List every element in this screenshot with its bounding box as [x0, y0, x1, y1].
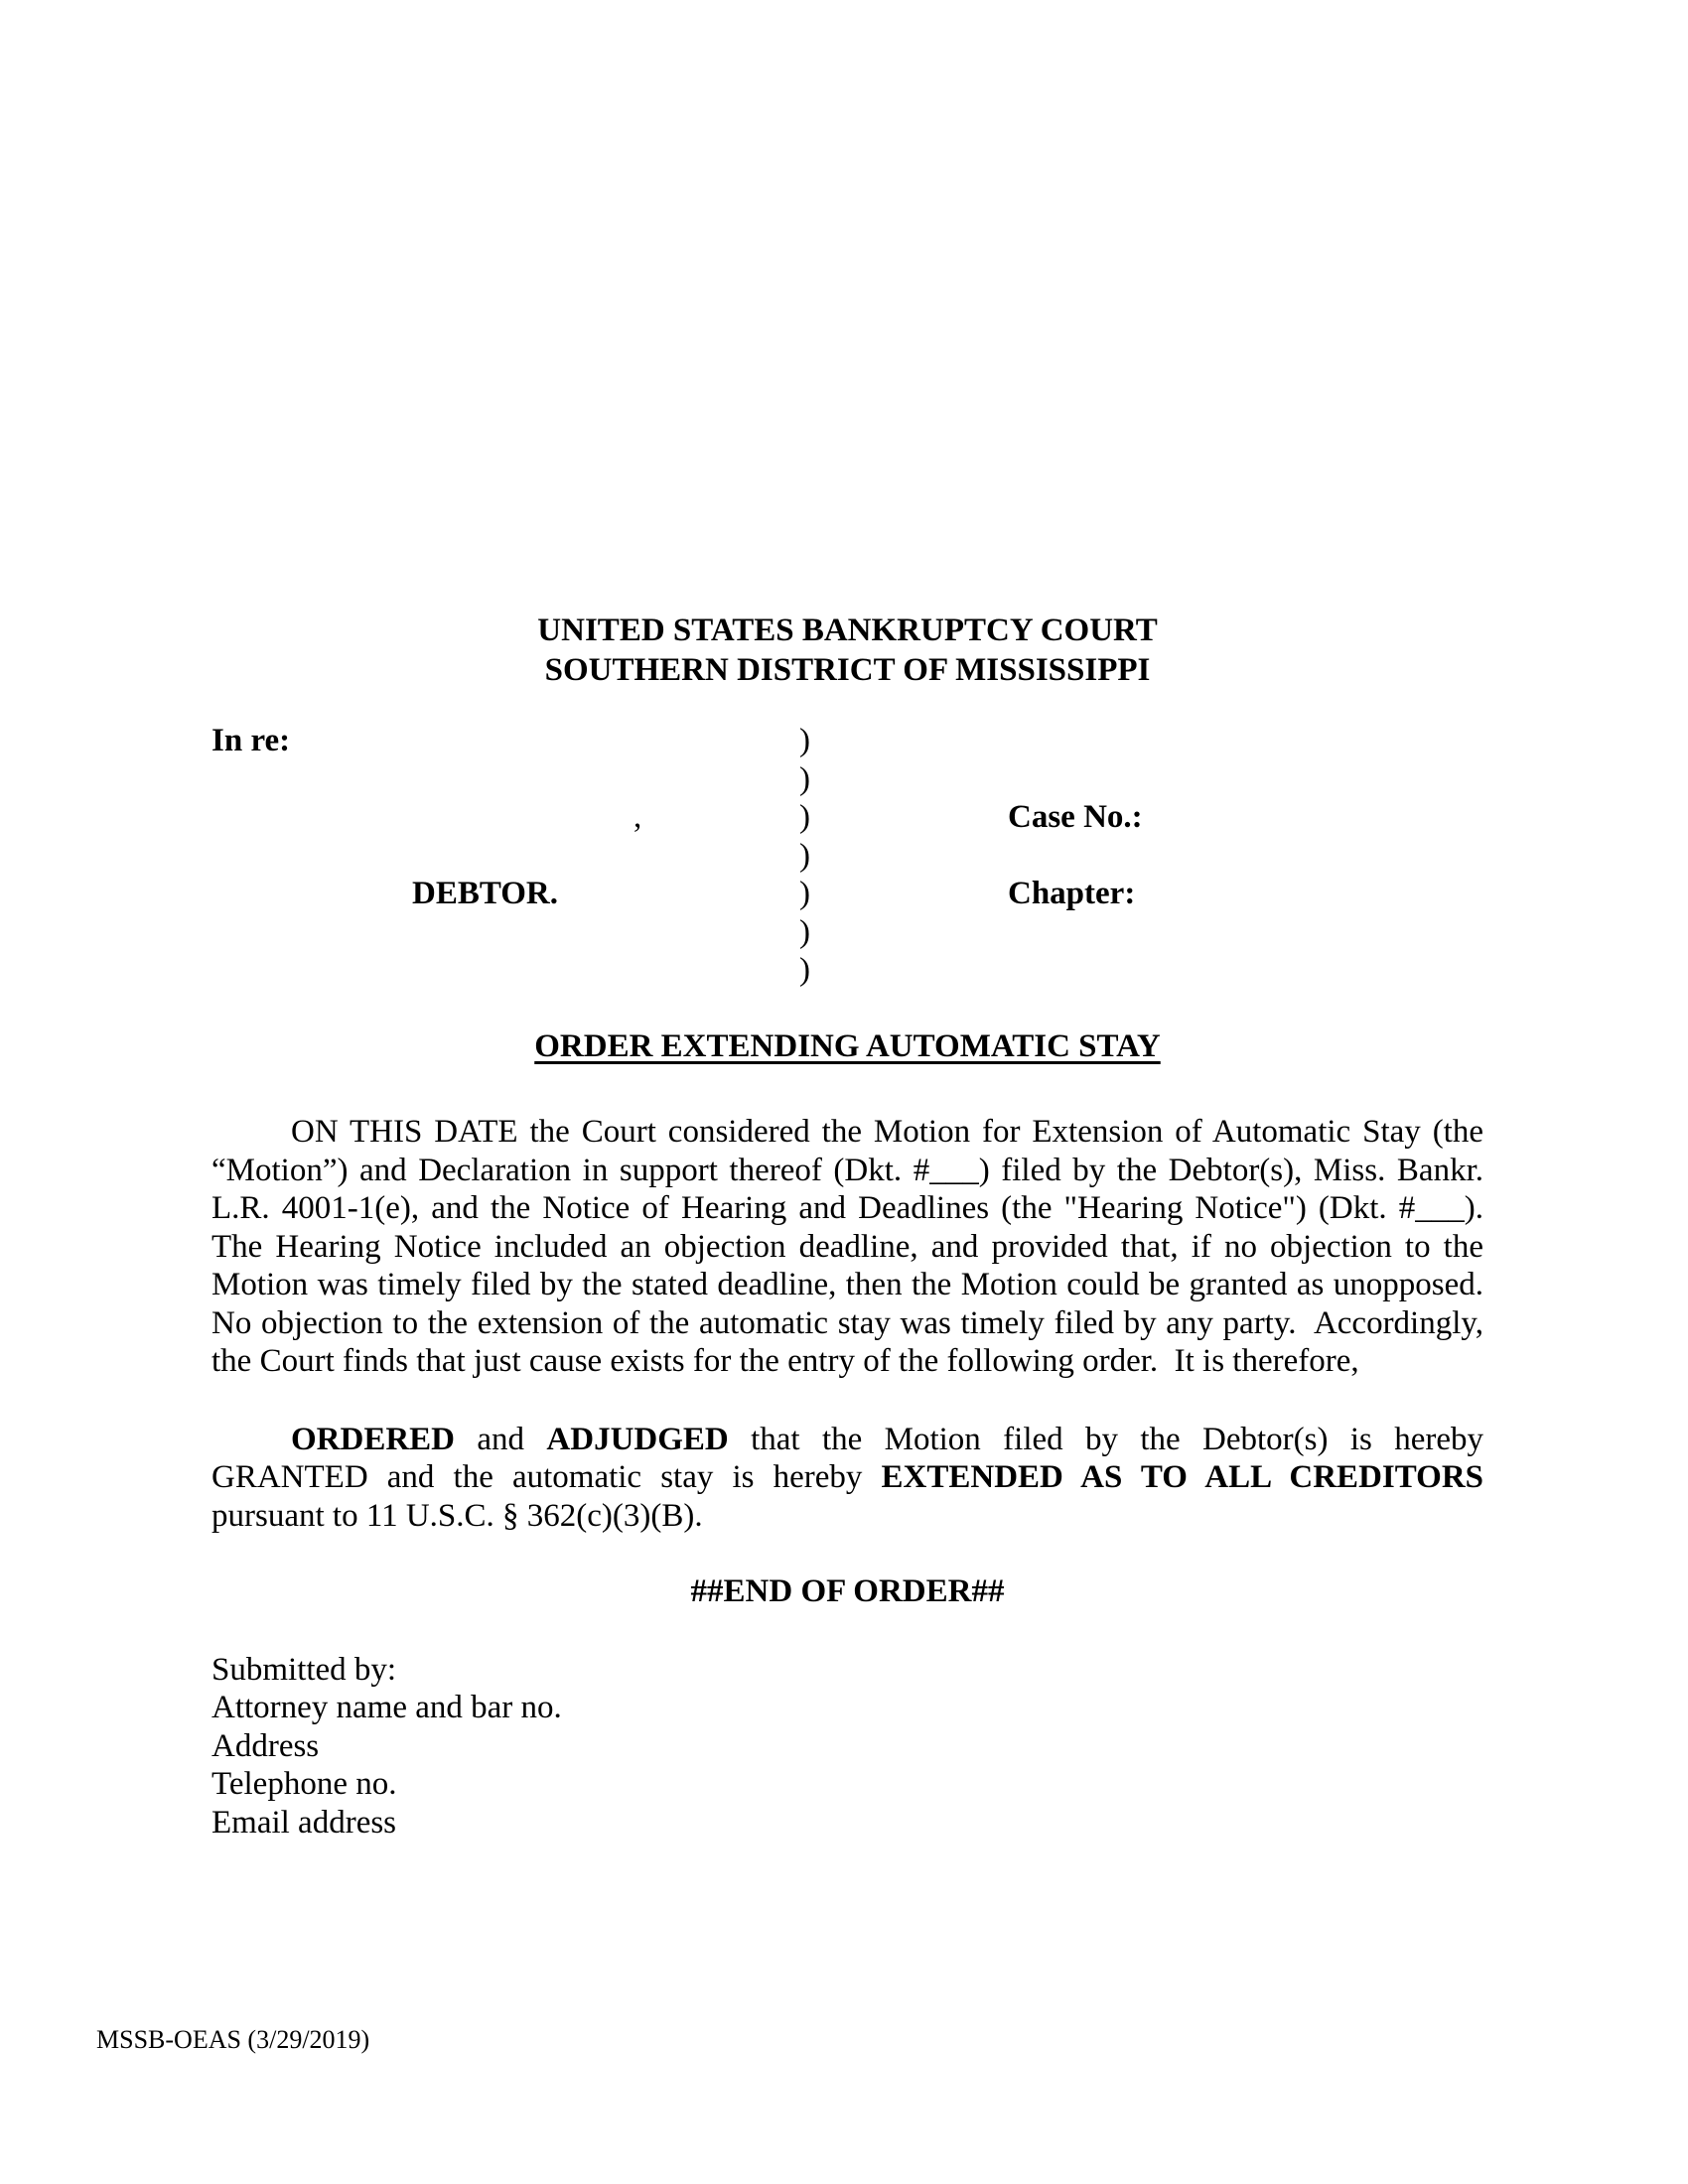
- address-line: Address: [211, 1727, 320, 1764]
- court-header: [211, 611, 1483, 690]
- form-id-footer: MSSB-OEAS (3/29/2019): [96, 2025, 370, 2054]
- caption-empty-cell: [211, 913, 799, 952]
- telephone-line: Telephone no.: [211, 1766, 397, 1802]
- paragraph-run: that the Motion filed by the Debtor(s) is hereby GRANTED and the automatic stay is hereby: [211, 1421, 1492, 1495]
- submitted-by-label: Submitted by:: [211, 1651, 397, 1688]
- caption-empty-cell: [1008, 913, 1483, 952]
- debtor-label: DEBTOR.: [412, 876, 559, 911]
- caption-paren: ): [799, 913, 810, 950]
- case-no-label: Case No.:: [1008, 799, 1143, 835]
- order-title: ORDER EXTENDING AUTOMATIC STAY: [534, 1027, 1161, 1064]
- attorney-name-line: Attorney name and bar no.: [211, 1690, 562, 1725]
- paragraph-run-ordered: ORDERED: [291, 1421, 456, 1457]
- debtor-name-comma: ,: [633, 799, 642, 835]
- caption-empty-cell: [1008, 837, 1483, 876]
- paragraph-run: pursuant to 11 U.S.C. § 362(c)(3)(B).: [211, 1459, 1492, 1534]
- paragraph-run-extended: EXTENDED AS TO ALL CREDITORS: [881, 1459, 1484, 1495]
- document-content: [211, 611, 1500, 1842]
- court-district-line: SOUTHERN DISTRICT OF MISSISSIPPI: [544, 652, 1151, 688]
- caption-empty-cell: [211, 760, 799, 799]
- end-of-order-marker: ##END OF ORDER##: [690, 1573, 1005, 1609]
- caption-empty-cell: [211, 951, 799, 990]
- submitted-by-block: [211, 1651, 1483, 1843]
- caption-empty-cell: [211, 837, 799, 876]
- chapter-label: Chapter:: [1008, 876, 1136, 911]
- order-paragraph-1: ON THIS DATE the Court considered the Motion for Extension of Automatic Stay (the “Motion”) and Declaration in support thereof (Dkt. #___) filed by the Debtor(s), Miss. Bankr. L.R. 4001-1(e), and the Notice of Hearing and Deadlines (the "Hearing Notice") (Dkt. #___). The Hearing Notice included an objection deadline, and provided that, if no objection to the Motion was timely filed by the stated deadline, then the Motion could be granted as unopposed. No objection to the extension of the automatic stay was timely filed by any party. Accordingly, the Court finds that just cause exists for the entry of the following order. It is therefore,: [211, 1114, 1500, 1379]
- court-name-line: UNITED STATES BANKRUPTCY COURT: [537, 613, 1158, 648]
- caption-paren: ): [799, 952, 810, 988]
- email-line: Email address: [211, 1804, 397, 1841]
- paragraph-run-adjudged: ADJUDGED: [546, 1421, 729, 1457]
- caption-paren: ): [799, 799, 810, 835]
- caption-empty-cell: [1008, 722, 1483, 760]
- caption-paren: ): [799, 723, 810, 758]
- order-paragraph-2: [211, 1421, 1492, 1536]
- paragraph-run: and: [455, 1421, 547, 1457]
- caption-empty-cell: [1008, 760, 1483, 799]
- caption-paren: ): [799, 760, 810, 797]
- caption-paren: ): [799, 876, 810, 911]
- caption-empty-cell: [1008, 951, 1483, 990]
- in-re-label: In re:: [211, 723, 291, 758]
- caption-paren: ): [799, 837, 810, 874]
- case-caption: [211, 722, 1483, 990]
